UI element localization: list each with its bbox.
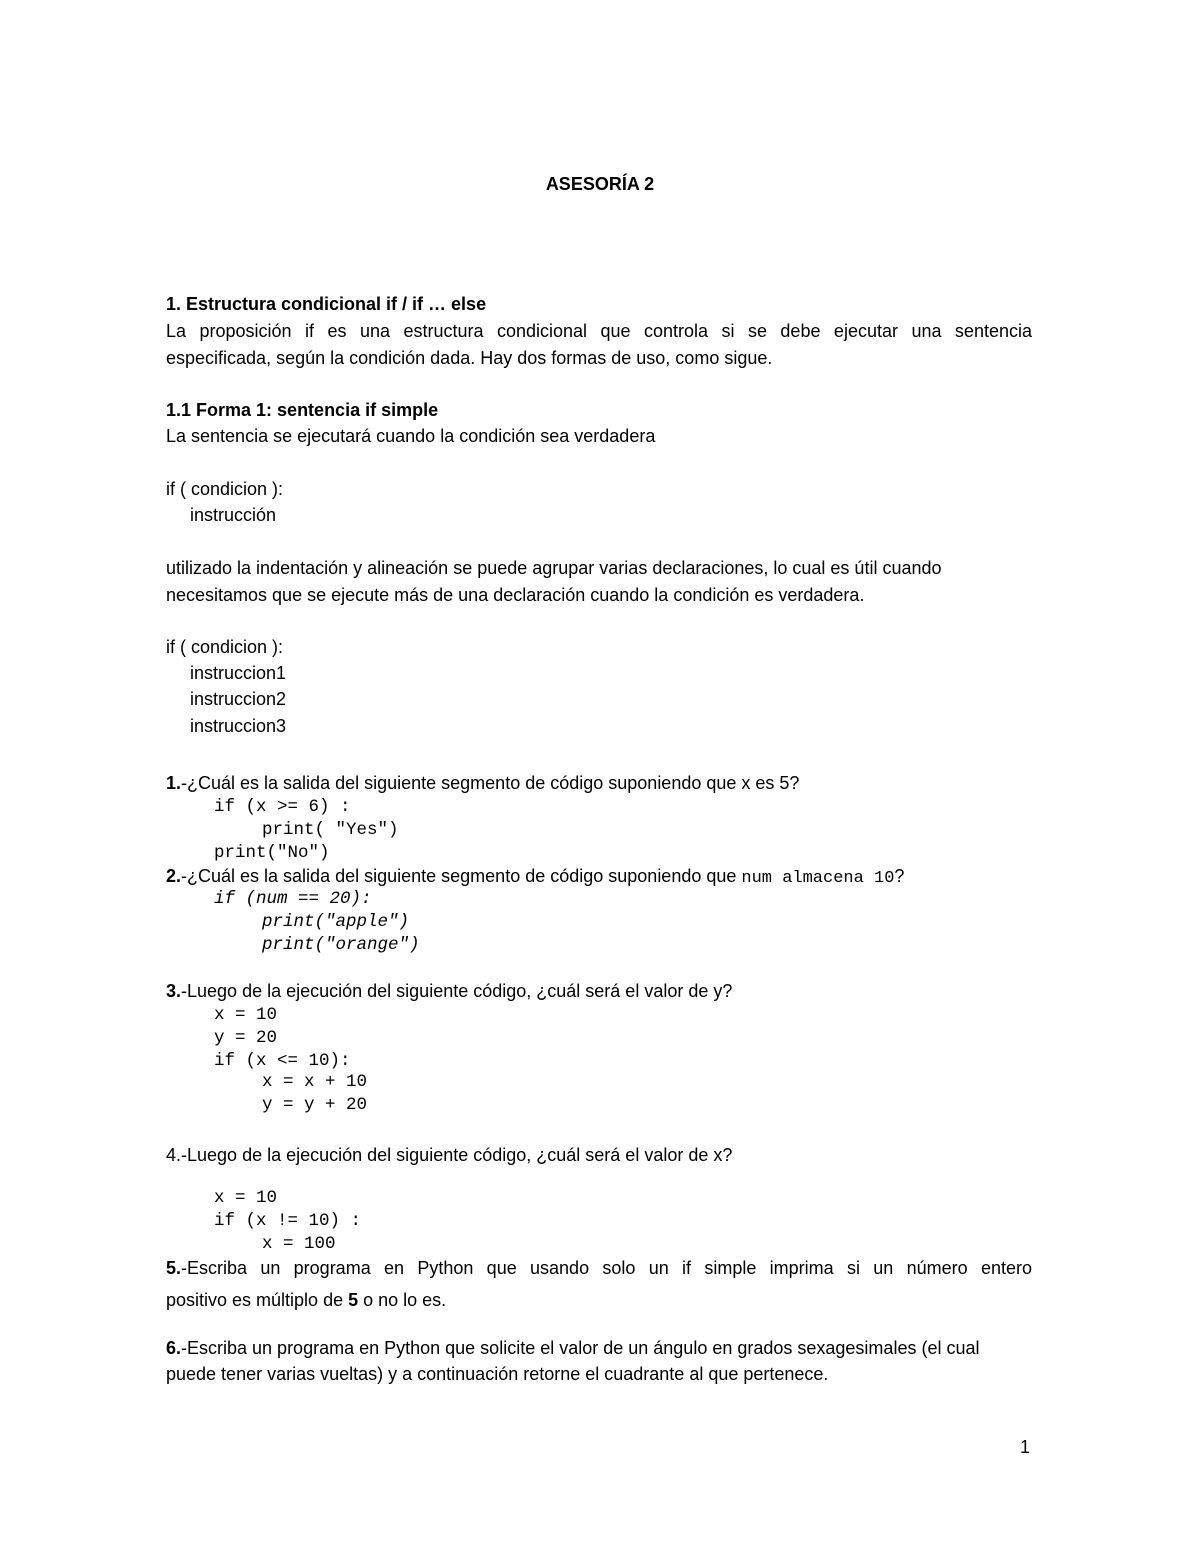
question-1-text: -¿Cuál es la salida del siguiente segmento de código suponiendo que x es 5? [181, 773, 800, 793]
question-3-code-line-4: x = x + 10 [262, 1072, 368, 1092]
question-3-code-line-3: if (x <= 10): [214, 1051, 351, 1071]
question-1-code-line-2: print( "Yes") [262, 820, 399, 840]
question-5-line-1 [166, 1256, 1032, 1280]
question-2-text-end: ? [894, 866, 905, 886]
section-1-1-paragraph-line-2: necesitamos que se ejecute más de una declaración cuando la condición es verdadera. [166, 585, 865, 605]
question-2-text: -¿Cuál es la salida del siguiente segmento de código suponiendo que [181, 866, 742, 886]
question-2-code-line-3: print("orange") [262, 935, 420, 955]
question-1-code-line-1: if (x >= 6) : [214, 797, 351, 817]
question-3-text: -Luego de la ejecución del siguiente código, ¿cuál será el valor de y? [181, 981, 733, 1001]
question-2-code-line-2: print("apple") [262, 912, 410, 932]
question-1-code-line-3: print("No") [214, 843, 330, 863]
question-3-number: 3. [166, 981, 182, 1001]
question-4-code-line-1: x = 10 [214, 1188, 278, 1208]
section-1-1-paragraph-line-1: utilizado la indentación y alineación se puede agrupar varias declaraciones, lo cual es útil cuando [166, 558, 942, 578]
syntax-2-line-4: instruccion3 [190, 716, 287, 736]
question-5-line-2 [166, 1288, 446, 1312]
question-6-line-2: puede tener varias vueltas) y a continuación retorne el cuadrante al que pertenece. [166, 1364, 829, 1384]
section-1-paragraph-line-1: La proposición if es una estructura condicional que controla si se debe ejecutar una sentencia [166, 321, 1032, 341]
question-6-text-line-1: -Escriba un programa en Python que solicite el valor de un ángulo en grados sexagesimales (el cual [181, 1338, 980, 1358]
syntax-2-line-2: instruccion1 [190, 663, 287, 683]
question-4-code-line-2: if (x != 10) : [214, 1211, 362, 1231]
section-1-heading: 1. Estructura condicional if / if … else [166, 294, 487, 314]
question-5-text-line-2c: o no lo es. [358, 1290, 447, 1310]
question-5-bold-number: 5 [348, 1290, 359, 1310]
syntax-2-line-1: if ( condicion ): [166, 637, 284, 657]
question-4-text: -Luego de la ejecución del siguiente código, ¿cuál será el valor de x? [181, 1145, 733, 1165]
question-6-number: 6. [166, 1338, 182, 1358]
question-2-number: 2. [166, 866, 182, 886]
question-4 [166, 1143, 732, 1167]
question-2-code-line-1: if (num == 20): [214, 889, 372, 909]
question-3 [166, 979, 732, 1003]
question-6-line-1 [166, 1336, 979, 1360]
question-3-code-line-5: y = y + 20 [262, 1095, 368, 1115]
section-1-1-heading: 1.1 Forma 1: sentencia if simple [166, 400, 439, 420]
question-4-code-line-3: x = 100 [262, 1234, 336, 1254]
section-1-paragraph-line-2: especificada, según la condición dada. Hay dos formas de uso, como sigue. [166, 348, 773, 368]
question-1 [166, 771, 799, 795]
question-5-number: 5. [166, 1258, 182, 1278]
section-1-1-description: La sentencia se ejecutará cuando la condición sea verdadera [166, 426, 656, 446]
document-title: ASESORÍA 2 [545, 174, 655, 194]
question-4-number: 4. [166, 1145, 182, 1165]
syntax-2-line-3: instruccion2 [190, 689, 287, 709]
question-5-text-line-2a: positivo es múltiplo de [166, 1290, 349, 1310]
page-number: 1 [1020, 1437, 1031, 1457]
question-3-code-line-1: x = 10 [214, 1005, 278, 1025]
question-5-text-line-1: -Escriba un programa en Python que usando solo un if simple imprima si un número entero [181, 1258, 1032, 1278]
syntax-1-line-1: if ( condicion ): [166, 479, 284, 499]
syntax-1-line-2: instrucción [190, 505, 277, 525]
question-3-code-line-2: y = 20 [214, 1028, 278, 1048]
question-1-number: 1. [166, 773, 182, 793]
question-2-inline-code: num almacena 10 [741, 869, 895, 888]
